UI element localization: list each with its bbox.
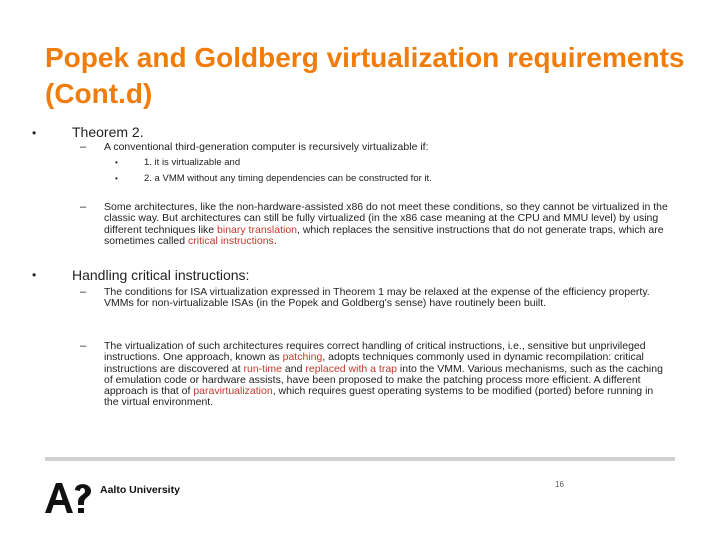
dash-marker: –	[80, 141, 87, 153]
patching-link[interactable]: patching	[282, 351, 323, 364]
dash-marker: –	[80, 201, 87, 213]
dash-marker: –	[80, 286, 87, 298]
isa-paragraph: The conditions for ISA virtualization expressed in Theorem 1 may be relaxed at the expense of the efficiency property. VMMs for non-virtualizable ISAs (in the Popek and Goldberg's sense) have routinely been built.	[104, 286, 650, 310]
bullet-marker: •	[32, 126, 37, 140]
aalto-logo-icon	[45, 480, 95, 521]
binary-translation-link[interactable]: binary translation	[217, 223, 298, 236]
condition-1: 1. it is virtualizable and	[144, 157, 241, 168]
dash-marker: –	[80, 340, 87, 352]
bullet-marker: •	[32, 268, 37, 282]
slide-title: Popek and Goldberg virtualization requirements (Cont.d)	[45, 42, 685, 109]
bullet-marker: •	[115, 158, 118, 167]
bullet-handling: Handling critical instructions:	[72, 267, 250, 283]
paravirtualization-link[interactable]: paravirtualization	[193, 385, 273, 398]
architectures-paragraph: Some architectures, like the non-hardware-assisted x86 do not meet these conditions, so they cannot be virtualized in the classic way. But architectures can still be fully virtualized (in the x86 case meaning at the CPU and MMU level) by using different techniques like binary translation, which replaces the sensitive instructions that do not generate traps, which are sometimes called critical instructions.	[104, 201, 668, 247]
bullet-theorem: Theorem 2.	[72, 124, 144, 140]
footer-divider	[45, 457, 675, 461]
bullet-marker: •	[115, 174, 118, 183]
page-number: 16	[555, 480, 564, 489]
condition-2: 2. a VMM without any timing dependencies can be constructed for it.	[144, 173, 432, 184]
aalto-university-logo-text: Aalto University	[100, 484, 180, 496]
theorem-statement: A conventional third-generation computer is recursively virtualizable if:	[104, 141, 429, 153]
critical-instructions-link[interactable]: critical instructions	[188, 234, 274, 247]
replaced-with-trap-link[interactable]: replaced with a trap	[305, 362, 397, 375]
run-time-link[interactable]: run-time	[243, 362, 282, 375]
virtualization-paragraph: The virtualization of such architectures requires correct handling of critical instructions, i.e., sensitive but unprivileged instructions. One approach, known as patching, adopts techniques commonly used in dynamic recompilation: critical instructions are discovered at run-time and replaced with a trap into the VMM. Various mechanisms, such as the caching of emulation code or hardware assists, have been proposed to make the patching process more efficient. A different approach is that of paravirtualization, which requires guest operating systems to be modified (ported) before running in the virtual environment.	[104, 340, 663, 409]
